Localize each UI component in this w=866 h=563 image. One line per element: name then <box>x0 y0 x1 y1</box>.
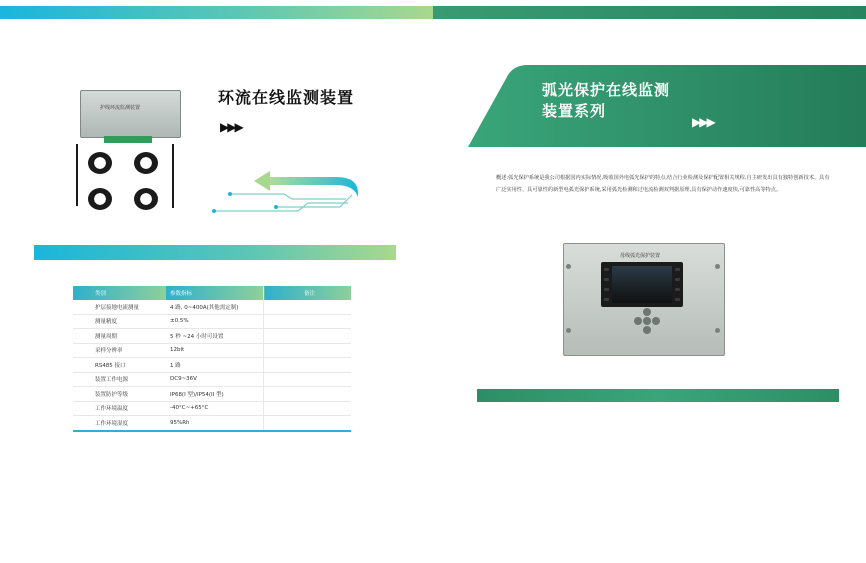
table-cell: 护层接地电流测量 <box>73 300 166 314</box>
key-up-icon <box>643 308 651 316</box>
key-down-icon <box>643 326 651 334</box>
top-gradient-bar-right <box>433 6 866 19</box>
table-cell <box>264 314 352 329</box>
table-row <box>73 329 351 344</box>
parameter-table <box>73 286 351 432</box>
bottom-gradient-bar-right <box>477 389 839 402</box>
side-button <box>675 268 680 271</box>
table-cell: 测量周期 <box>73 329 166 344</box>
side-button <box>604 298 609 301</box>
table-cell <box>264 358 352 373</box>
table-cell: 5 秒 ~24 小时可设置 <box>166 329 264 344</box>
table-cell <box>264 372 352 387</box>
table-cell: 工作环境温度 <box>73 401 166 416</box>
current-sensor-ring <box>134 188 158 210</box>
table-cell: 4 路, 0~400A(其他需定制) <box>166 300 264 314</box>
table-cell: 12bit <box>166 343 264 358</box>
overview-paragraph: 概述:弧光保护系统是我公司根据国内实际情况,吸收国外电弧光保护的特点,结合行业检测及保护配置相关规程,自主研发出具有独特创新技术、具有广泛实用性、具可靠性的新型电弧光保护系统,采用弧光检测和过电流检测双判据原理,具有保护动作速度快,可靠性高等特点。 <box>496 175 830 193</box>
table-cell: 装置工作电源 <box>73 372 166 387</box>
table-row <box>73 358 351 373</box>
key-right-icon <box>652 317 660 325</box>
table-cell <box>264 401 352 416</box>
table-header-note: 备注 <box>264 286 352 300</box>
table-cell: IP68(I 型)/IP54(II 型) <box>166 387 264 402</box>
table-cell: 测量精度 <box>73 314 166 329</box>
table-cell <box>264 387 352 402</box>
table-cell: ±0.5% <box>166 314 264 329</box>
side-button <box>675 298 680 301</box>
table-cell <box>264 329 352 344</box>
table-cell: -40°C~+65°C <box>166 401 264 416</box>
table-cell: 装置防护等级 <box>73 387 166 402</box>
table-row <box>73 387 351 402</box>
key-left-icon <box>634 317 642 325</box>
table-cell: 工作环境湿度 <box>73 416 166 431</box>
table-row <box>73 314 351 329</box>
table-row <box>73 416 351 431</box>
circuit-arrow-graphic <box>208 163 368 218</box>
side-button <box>675 288 680 291</box>
lcd-display <box>612 266 672 303</box>
page-title-left: 环流在线监测装置 <box>218 88 355 107</box>
table-cell <box>264 300 352 314</box>
monitoring-device-image <box>80 90 181 138</box>
mounting-hole <box>566 264 571 269</box>
current-sensor-ring <box>134 152 158 174</box>
device-label-right: 母线弧光保护装置 <box>620 253 661 259</box>
top-gradient-bar-left <box>0 6 433 19</box>
table-row <box>73 300 351 314</box>
side-button <box>604 268 609 271</box>
table-header-category: 类别 <box>73 286 166 300</box>
navigation-keypad <box>634 308 660 334</box>
key-ok-icon <box>643 317 651 325</box>
table-cell <box>264 416 352 431</box>
side-button <box>675 278 680 281</box>
page-title-right <box>542 80 670 122</box>
device-terminal-block <box>104 136 152 143</box>
banner-title-line2: 装置系列 <box>542 102 607 120</box>
mounting-hole <box>715 328 720 333</box>
table-row <box>73 401 351 416</box>
arrow-icons-left: ▶▶▶ <box>220 120 242 134</box>
table-cell <box>264 343 352 358</box>
side-button <box>604 278 609 281</box>
table-cell: 采样分辨率 <box>73 343 166 358</box>
cable <box>172 144 174 208</box>
table-cell: DC9~36V <box>166 372 264 387</box>
table-row <box>73 343 351 358</box>
mounting-hole <box>715 264 720 269</box>
table-cell: RS485 接口 <box>73 358 166 373</box>
device-label-left: 护线环流监测装置 <box>100 105 141 111</box>
mounting-hole <box>566 328 571 333</box>
arrow-icons-right: ▶▶▶ <box>692 115 714 129</box>
cable <box>76 144 78 206</box>
table-cell: 1 路 <box>166 358 264 373</box>
section-gradient-bar <box>34 245 396 260</box>
table-header-spec: 参数指标 <box>166 286 264 300</box>
banner-title-line1: 弧光保护在线监测 <box>542 81 671 99</box>
current-sensor-ring <box>88 188 112 210</box>
current-sensor-ring <box>88 152 112 174</box>
table-cell: 95%Rh <box>166 416 264 431</box>
side-button <box>604 288 609 291</box>
table-row <box>73 372 351 387</box>
